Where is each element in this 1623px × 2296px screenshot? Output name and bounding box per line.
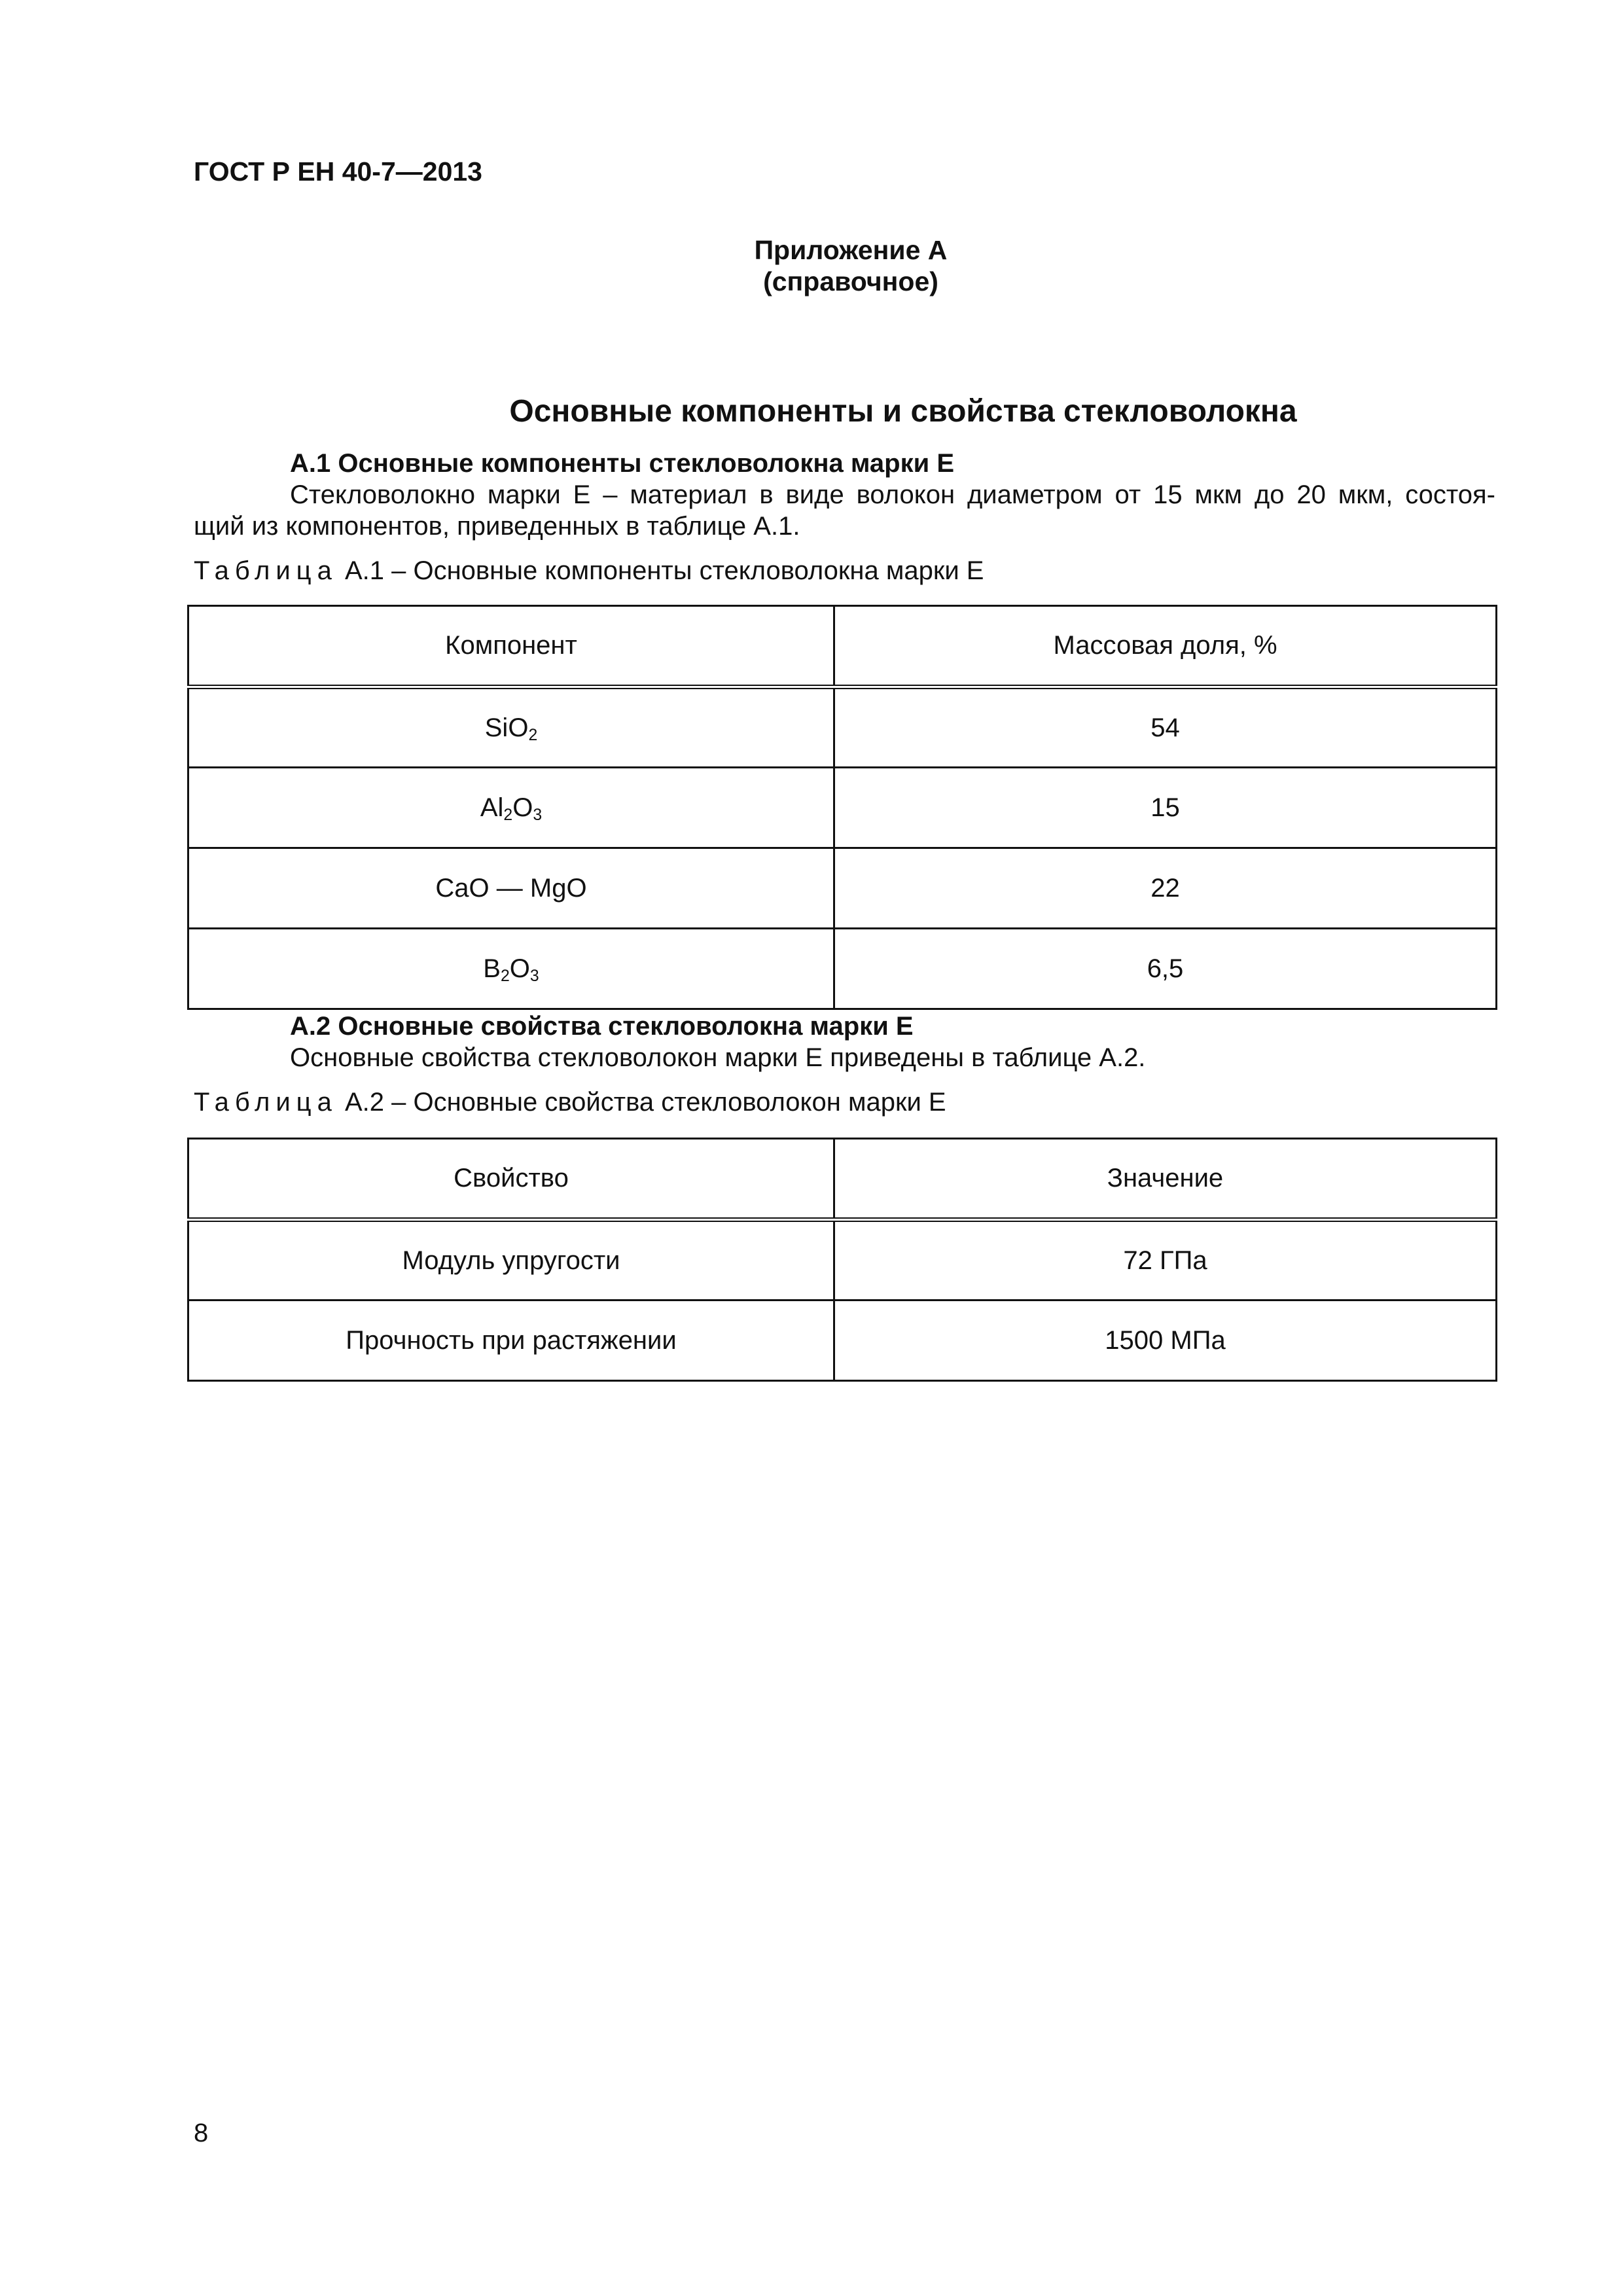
- formula-part: O: [509, 954, 530, 983]
- main-title: Основные компоненты и свойства стекловолокна: [509, 394, 1297, 429]
- page-number: 8: [194, 2119, 209, 2147]
- formula-subscript: 2: [503, 806, 513, 824]
- table-a1-value-cell: 22: [834, 848, 1497, 929]
- section-a1-paragraph-line2: щий из компонентов, приведенных в таблице А.1.: [194, 512, 800, 541]
- formula-subscript: 2: [528, 726, 538, 744]
- table-a1-value-cell: 15: [834, 768, 1497, 848]
- table-a2-value-cell: 72 ГПа: [834, 1220, 1497, 1300]
- table-a1-caption: [194, 555, 984, 586]
- table-a2-header-row: [188, 1139, 1497, 1220]
- table-a2-caption-label: Таблица: [194, 1088, 338, 1117]
- table-a1-value-cell: 54: [834, 687, 1497, 768]
- formula-part: CaO — MgO: [435, 873, 587, 903]
- table-a2-property-cell: Модуль упругости: [188, 1220, 834, 1300]
- table-a2-header-property: Свойство: [188, 1139, 834, 1220]
- table-a1: [187, 605, 1497, 1010]
- section-a1-paragraph-line1: Стекловолокно марки Е – материал в виде волокон диаметром от 15 мкм до 20 мкм, состоя-: [290, 480, 1495, 509]
- table-a1-header-mass-fraction: Массовая доля, %: [834, 606, 1497, 687]
- table-a2-value-cell: 1500 МПа: [834, 1300, 1497, 1381]
- formula-part: SiO: [484, 713, 529, 742]
- table-a2: [187, 1138, 1497, 1382]
- formula-subscript: 3: [533, 806, 543, 824]
- table-row: [188, 768, 1497, 848]
- table-a1-header-row: [188, 606, 1497, 687]
- table-a1-caption-text: А.1 – Основные компоненты стекловолокна марки Е: [344, 556, 984, 585]
- table-a1-component-cell: [188, 929, 834, 1009]
- formula-part: Al: [480, 793, 504, 822]
- section-a1-heading: А.1 Основные компоненты стекловолокна марки Е: [290, 449, 954, 478]
- table-a1-component-cell: [188, 848, 834, 929]
- table-a1-component-cell: [188, 768, 834, 848]
- annex-subtitle: (справочное): [763, 266, 938, 296]
- table-a2-property-cell: Прочность при растяжении: [188, 1300, 834, 1381]
- table-row: [188, 687, 1497, 768]
- formula-part: O: [512, 793, 533, 822]
- table-a2-caption-text: А.2 – Основные свойства стекловолокон марки Е: [344, 1088, 946, 1117]
- formula-subscript: 3: [529, 967, 539, 985]
- formula-subscript: 2: [500, 967, 510, 985]
- formula-part: B: [483, 954, 501, 983]
- table-row: [188, 929, 1497, 1009]
- table-row: [188, 848, 1497, 929]
- table-a1-header-component: Компонент: [188, 606, 834, 687]
- table-a1-caption-label: Таблица: [194, 556, 338, 585]
- table-a2-header-value: Значение: [834, 1139, 1497, 1220]
- table-a2-caption: [194, 1086, 946, 1118]
- section-a2-heading: А.2 Основные свойства стекловолокна марки Е: [290, 1012, 914, 1041]
- annex-title: Приложение А: [754, 235, 948, 265]
- section-a2-paragraph: Основные свойства стекловолокон марки Е приведены в таблице А.2.: [290, 1043, 1146, 1072]
- document-code: ГОСТ Р ЕН 40-7—2013: [194, 156, 482, 187]
- table-a1-component-cell: [188, 687, 834, 768]
- table-row: [188, 1300, 1497, 1381]
- table-a1-value-cell: 6,5: [834, 929, 1497, 1009]
- table-row: [188, 1220, 1497, 1300]
